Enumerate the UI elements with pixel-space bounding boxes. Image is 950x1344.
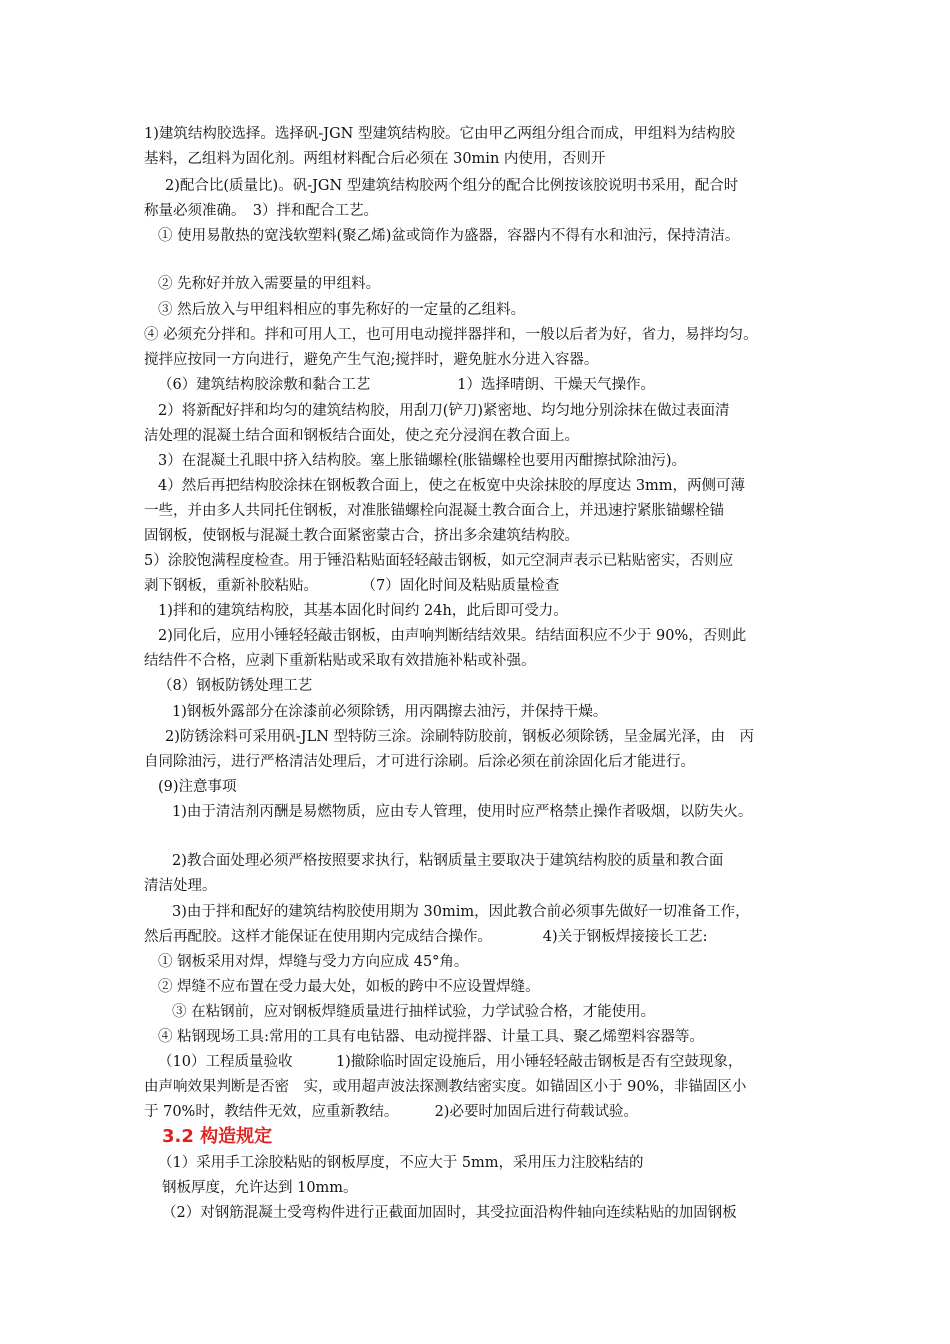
paragraph-line: ① 钢板采用对焊，焊缝与受力方向应成 45°角。 — [158, 954, 469, 970]
paragraph-line: 2）将新配好拌和均匀的建筑结构胶，用刮刀(铲刀)紧密地、均匀地分别涂抹在做过表面清 — [158, 403, 730, 419]
paragraph-line: 然后再配胶。这样才能保证在使用期内完成结合操作。 4)关于钢板焊接接长工艺: — [144, 929, 708, 945]
paragraph-line: 2)防锈涂料可采用矾-JLN 型特防三涂。涂刷特防胶前，钢板必须除锈，呈金属光泽，由 丙 — [165, 729, 755, 745]
paragraph-line: (9)注意事项 — [158, 779, 237, 795]
section-heading: 3.2 构造规定 — [162, 1126, 273, 1147]
paragraph-line: 固钢板，使钢板与混凝土教合面紧密蒙古合，挤出多余建筑结构胶。 — [144, 528, 579, 544]
paragraph-line: 1)由于清洁剂丙酬是易燃物质，应由专人管理，使用时应严格禁止操作者吸烟，以防失火。 — [172, 804, 753, 820]
paragraph-line: ③ 然后放入与甲组料相应的事先称好的一定量的乙组料。 — [158, 302, 526, 318]
paragraph-line: 1)钢板外露部分在涂漆前必须除锈，用丙隅擦去油污，并保持干燥。 — [172, 704, 608, 720]
paragraph-line: 3）在混凝土孔眼中挤入结构胶。塞上胀锚螺栓(胀锚螺栓也要用丙酣擦拭除油污)。 — [158, 453, 687, 469]
paragraph-line: 4）然后再把结构胶涂抹在钢板教合面上，使之在板宽中央涂抹胶的厚度达 3mm，两侧可薄 — [158, 478, 746, 494]
paragraph-line: 剥下钢板，重新补胶粘贴。 （7）固化时间及粘贴质量检查 — [144, 578, 560, 594]
paragraph-line: ② 焊缝不应布置在受力最大处，如板的跨中不应设置焊缝。 — [158, 979, 540, 995]
paragraph-line: （6）建筑结构胶涂敷和黏合工艺 1）选择晴朗、干燥天气操作。 — [158, 377, 655, 393]
paragraph-line: （1）采用手工涂胶粘贴的钢板厚度，不应大于 5mm，采用压力注胶粘结的 — [158, 1155, 644, 1171]
paragraph-line: ① 使用易散热的宽浅软塑料(聚乙烯)盆或筒作为盛器，容器内不得有水和油污，保持清洁。 — [158, 228, 740, 244]
paragraph-line: 结结件不合格，应剥下重新粘贴或采取有效措施补粘或补强。 — [144, 653, 536, 669]
paragraph-line: 2)教合面处理必须严格按照要求执行，粘钢质量主要取决于建筑结构胶的质量和教合面 — [172, 853, 724, 869]
paragraph-line: 2)同化后，应用小锤轻轻敲击钢板，由声响判断结结效果。结结面积应不少于 90%，否则此 — [158, 628, 747, 644]
paragraph-line: （10）工程质量验收 1)撤除临时固定设施后，用小锤轻轻敲击钢板是否有空鼓现象， — [158, 1054, 743, 1070]
paragraph-line: 钢板厚度，允许达到 10mm。 — [162, 1180, 358, 1196]
paragraph-line: 3)由于拌和配好的建筑结构胶使用期为 30mim，因此教合前必须事先做好一切准备工作， — [172, 904, 750, 920]
paragraph-line: 搅拌应按同一方向进行，避免产生气泡;搅拌时，避免脏水分进入容器。 — [144, 352, 599, 368]
paragraph-line: 5）涂胶饱满程度检查。用于锤沿粘贴面轻轻敲击钢板，如元空洞声表示已粘贴密实，否则应 — [144, 553, 734, 569]
paragraph-line: 2)配合比(质量比)。矾-JGN 型建筑结构胶两个组分的配合比例按该胶说明书采用，配合时 — [165, 178, 739, 194]
paragraph-line: 1)建筑结构胶选择。选择矾-JGN 型建筑结构胶。它由甲乙两组分组合而成，甲组料为结构胶 — [144, 126, 735, 142]
paragraph-line: ④ 粘钢现场工具:常用的工具有电钻器、电动搅拌器、计量工具、聚乙烯塑料容器等。 — [158, 1029, 704, 1045]
paragraph-line: ③ 在粘钢前，应对钢板焊缝质量进行抽样试验，力学试验合格，才能使用。 — [172, 1004, 656, 1020]
paragraph-line: 称量必须准确。 3）拌和配合工艺。 — [144, 203, 378, 219]
paragraph-line: （8）钢板防锈处理工艺 — [158, 678, 313, 694]
paragraph-line: 由声响效果判断是否密 实，或用超声波法探测教结密实度。如锚固区小于 90%，非锚固区小 — [144, 1079, 747, 1095]
paragraph-line: ④ 必须充分拌和。拌和可用人工，也可用电动搅拌器拌和，一般以后者为好，省力，易拌均匀。 — [144, 327, 758, 343]
paragraph-line: 洁处理的混凝土结合面和钢板结合面处，使之充分浸润在教合面上。 — [144, 428, 579, 444]
paragraph-line: 一些，并由多人共同托住钢板，对准胀锚螺栓向混凝土教合面合上，并迅速拧紧胀锚螺栓锚 — [144, 503, 724, 519]
paragraph-line: 自同除油污，进行严格清洁处理后，才可进行涂刷。后涂必须在前涂固化后才能进行。 — [144, 754, 695, 770]
paragraph-line: 1)拌和的建筑结构胶，其基本固化时间约 24h，此后即可受力。 — [158, 603, 568, 619]
paragraph-line: 于 70%时，教结件无效，应重新教结。 2)必要时加固后进行荷载试验。 — [144, 1104, 638, 1120]
paragraph-line: 基料，乙组料为固化剂。两组材料配合后必须在 30min 内使用，否则开 — [144, 151, 606, 167]
paragraph-line: ② 先称好并放入需要量的甲组料。 — [158, 276, 381, 292]
paragraph-line: （2）对钢筋混凝土受弯构件进行正截面加固时，其受拉面沿构件轴向连续粘贴的加固钢板 — [162, 1205, 737, 1221]
paragraph-line: 清洁处理。 — [144, 878, 217, 894]
